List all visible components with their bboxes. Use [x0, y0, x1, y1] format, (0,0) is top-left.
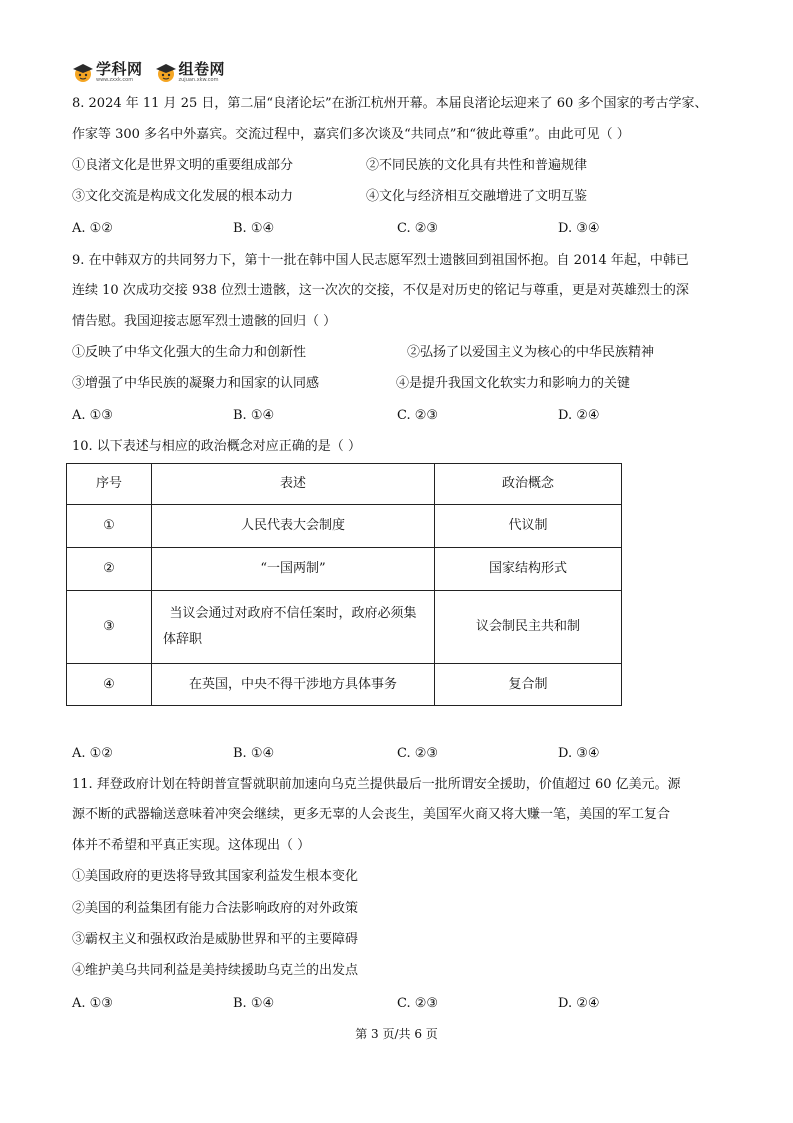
xuekewang-logo [72, 61, 143, 83]
q8-option-c[interactable]: C. ②③ [397, 221, 439, 236]
logo2-sub: zujuan.xkw.com [178, 76, 219, 83]
header-logo [72, 59, 237, 85]
q11-option-a[interactable]: A. ①③ [72, 996, 113, 1011]
logo1-sub: www.zxxk.com [96, 76, 134, 83]
table-row [67, 664, 622, 706]
logo1-text: 学科网 [96, 59, 143, 78]
table-row [67, 505, 622, 548]
q11-item-1: ①美国政府的更迭将导致其国家利益发生根本变化 [72, 869, 359, 884]
q8-item-2: ②不同民族的文化具有共性和普遍规律 [366, 158, 588, 173]
q8-option-d[interactable]: D. ③④ [558, 221, 600, 236]
zujuanwang-logo [155, 61, 226, 83]
concept-table [66, 463, 622, 706]
q11-option-d[interactable]: D. ②④ [558, 996, 600, 1011]
q8-item-3: ③文化交流是构成文化发展的根本动力 [72, 189, 294, 204]
q9-item-2: ②弘扬了以爱国主义为核心的中华民族精神 [407, 345, 655, 360]
q10-option-b[interactable]: B. ①④ [233, 746, 275, 761]
row-num: ④ [67, 664, 152, 706]
row-statement: “一国两制” [152, 548, 435, 591]
q8-option-b[interactable]: B. ①④ [233, 221, 275, 236]
q9-option-c[interactable]: C. ②③ [397, 408, 439, 423]
q9-item-1: ①反映了中华文化强大的生命力和创新性 [72, 345, 307, 360]
q8-item-1: ①良渚文化是世界文明的重要组成部分 [72, 158, 294, 173]
q9-stem-line1: 9. 在中韩双方的共同努力下，第十一批在韩中国人民志愿军烈士遗骸回到祖国怀抱。自 2014 年起，中韩已 [72, 253, 689, 268]
q11-item-3: ③霸权主义和强权政治是威胁世界和平的主要障碍 [72, 932, 359, 947]
q8-stem-line2: 作家等 300 多名中外嘉宾。交流过程中，嘉宾们多次谈及“共同点”和“彼此尊重”。由此可见（ ） [72, 127, 630, 142]
q11-stem-line3: 体并不希望和平真正实现。这体现出（ ） [72, 838, 311, 853]
q11-item-2: ②美国的利益集团有能力合法影响政府的对外政策 [72, 901, 359, 916]
q9-option-a[interactable]: A. ①③ [72, 408, 113, 423]
q11-stem-line1: 11. 拜登政府计划在特朗普宣誓就职前加速向乌克兰提供最后一批所谓安全援助，价值超过 60 亿美元。源 [72, 777, 681, 792]
page-number: 第 3 页/共 6 页 [355, 1027, 438, 1041]
q9-option-d[interactable]: D. ②④ [558, 408, 600, 423]
header-cell-statement: 表述 [152, 464, 435, 505]
q9-option-b[interactable]: B. ①④ [233, 408, 275, 423]
q10-option-d[interactable]: D. ③④ [558, 746, 600, 761]
graduation-cap-icon [155, 61, 177, 83]
row-num: ③ [67, 591, 152, 664]
q9-item-3: ③增强了中华民族的凝聚力和国家的认同感 [72, 376, 320, 391]
row-concept: 代议制 [435, 505, 622, 548]
table-header-row [67, 464, 622, 505]
row-statement-line1: 当议会通过对政府不信任案时，政府必须集 [169, 606, 417, 621]
q11-option-b[interactable]: B. ①④ [233, 996, 275, 1011]
q11-item-4: ④维护美乌共同利益是美持续援助乌克兰的出发点 [72, 963, 359, 978]
q9-stem-line3: 情告慰。我国迎接志愿军烈士遗骸的回归（ ） [72, 314, 337, 329]
q10-option-a[interactable]: A. ①② [72, 746, 113, 761]
table-row [67, 591, 622, 664]
q11-stem-line2: 源不断的武器输送意味着冲突会继续，更多无辜的人会丧生，美国军火商又将大赚一笔，美国的军工复合 [72, 807, 671, 822]
row-num: ① [67, 505, 152, 548]
q8-item-4: ④文化与经济相互交融增进了文明互鉴 [366, 189, 588, 204]
table-row [67, 548, 622, 591]
row-concept: 国家结构形式 [435, 548, 622, 591]
q9-stem-line2: 连续 10 次成功交接 938 位烈士遗骸，这一次次的交接，不仅是对历史的铭记与尊重，更是对英雄烈士的深 [72, 283, 689, 298]
row-statement: 在英国，中央不得干涉地方具体事务 [152, 664, 435, 706]
header-cell-concept: 政治概念 [435, 464, 622, 505]
q10-stem: 10. 以下表述与相应的政治概念对应正确的是（ ） [72, 439, 361, 454]
row-statement: 人民代表大会制度 [152, 505, 435, 548]
q8-option-a[interactable]: A. ①② [72, 221, 113, 236]
q8-stem-line1: 8. 2024 年 11 月 25 日，第二届“良渚论坛”在浙江杭州开幕。本届良渚论坛迎来了 60 多个国家的考古学家、 [72, 96, 708, 111]
q11-option-c[interactable]: C. ②③ [397, 996, 439, 1011]
row-concept: 复合制 [435, 664, 622, 706]
row-concept: 议会制民主共和制 [435, 591, 622, 664]
q10-option-c[interactable]: C. ②③ [397, 746, 439, 761]
graduation-cap-icon [72, 61, 94, 83]
logo2-text: 组卷网 [178, 59, 226, 78]
header-cell-num: 序号 [67, 464, 152, 505]
q9-item-4: ④是提升我国文化软实力和影响力的关键 [396, 376, 631, 391]
row-num: ② [67, 548, 152, 591]
row-statement-line2: 体辞职 [163, 632, 203, 647]
row-statement [152, 591, 435, 664]
